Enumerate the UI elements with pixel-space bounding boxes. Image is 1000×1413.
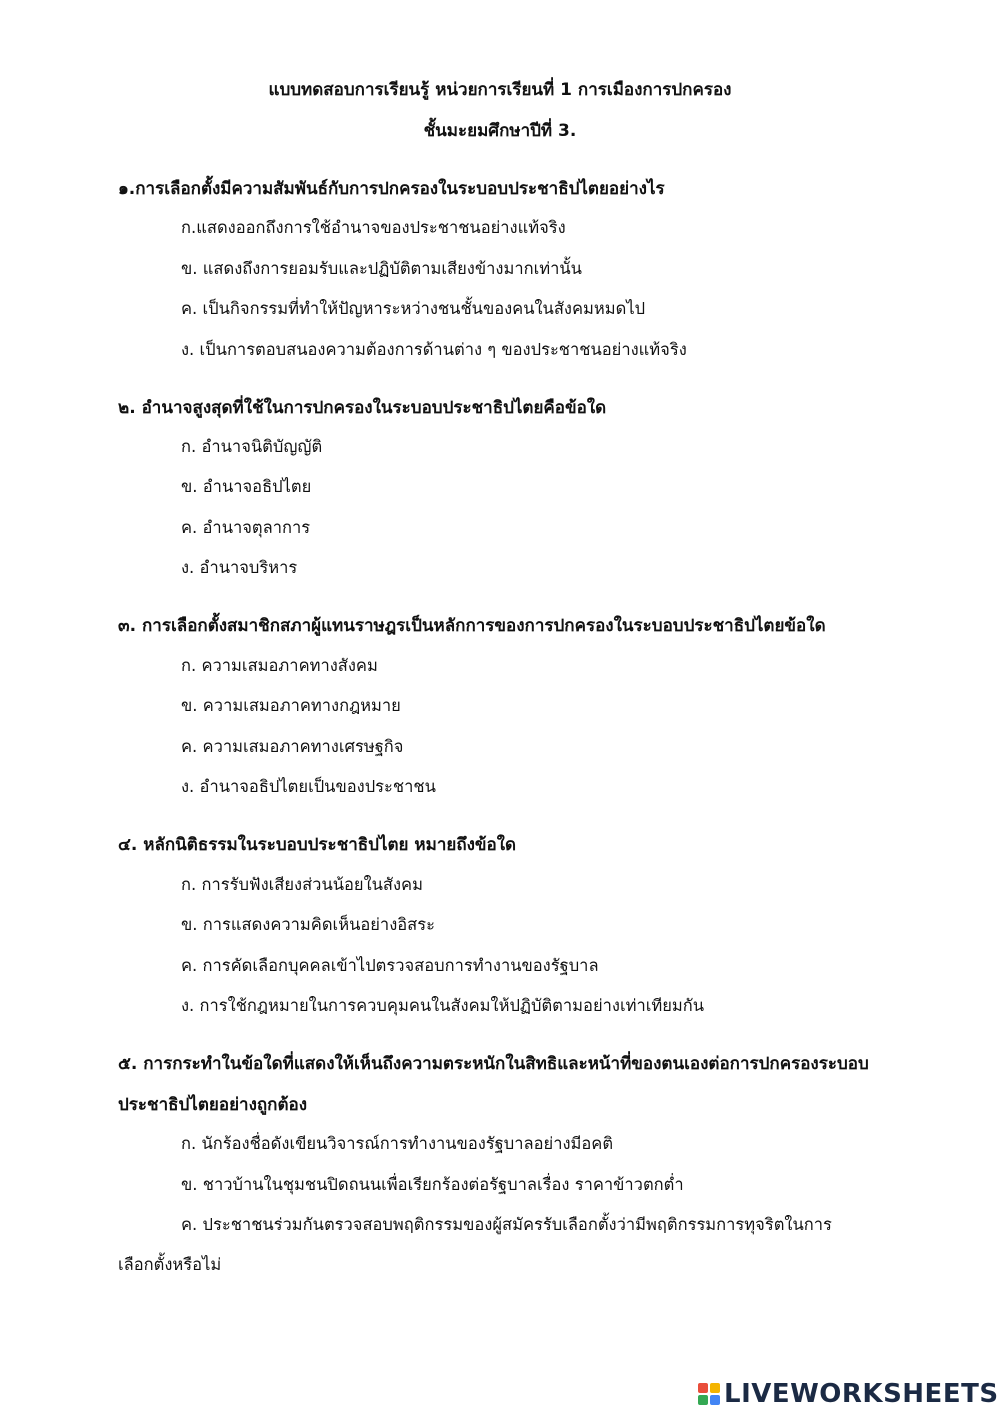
question-2-option-a[interactable]: ก. อำนาจนิติบัญญัติ: [181, 437, 323, 456]
liveworksheets-logo-text: LIVEWORKSHEETS: [724, 1379, 999, 1409]
question-1-option-b[interactable]: ข. แสดงถึงการยอมรับและปฏิบัติตามเสียงข้างมากเท่านั้น: [181, 259, 582, 278]
question-3-option-c[interactable]: ค. ความเสมอภาคทางเศรษฐกิจ: [181, 737, 404, 756]
question-5-option-c-continued: เลือกตั้งหรือไม่: [118, 1255, 222, 1274]
logo-square-blue: [710, 1395, 720, 1405]
question-1: ๑.การเลือกตั้งมีความสัมพันธ์กับการปกครองในระบอบประชาธิปไตยอย่างไร: [118, 179, 665, 199]
question-4: ๔. หลักนิติธรรมในระบอบประชาธิปไตย หมายถึงข้อใด: [118, 835, 517, 855]
question-3-option-a[interactable]: ก. ความเสมอภาคทางสังคม: [181, 656, 378, 675]
question-4-option-c[interactable]: ค. การคัดเลือกบุคคลเข้าไปตรวจสอบการทำงานของรัฐบาล: [181, 956, 599, 975]
question-2-option-b[interactable]: ข. อำนาจอธิปไตย: [181, 477, 312, 496]
question-5-line-1: ๕. การกระทำในข้อใดที่แสดงให้เห็นถึงความตระหนักในสิทธิและหน้าที่ของตนเองต่อการปกครองระบอบ: [118, 1054, 869, 1074]
question-3: ๓. การเลือกตั้งสมาชิกสภาผู้แทนราษฎรเป็นหลักการของการปกครองในระบอบประชาธิปไตยข้อใด: [118, 616, 826, 636]
page-subtitle: ชั้นมะยมศึกษาปีที่ 3.: [423, 121, 577, 141]
liveworksheets-logo: [698, 1380, 999, 1408]
question-5-option-a[interactable]: ก. นักร้องชื่อดังเขียนวิจารณ์การทำงานของรัฐบาลอย่างมีอคติ: [181, 1134, 614, 1153]
question-3-option-d[interactable]: ง. อำนาจอธิปไตยเป็นของประชาชน: [181, 777, 436, 796]
page-title: แบบทดสอบการเรียนรู้ หน่วยการเรียนที่ 1 การเมืองการปกครอง: [268, 80, 732, 100]
question-5-option-b[interactable]: ข. ชาวบ้านในชุมชนปิดถนนเพื่อเรียกร้องต่อรัฐบาลเรื่อง ราคาข้าวตกต่ำ: [181, 1175, 684, 1194]
question-4-option-d[interactable]: ง. การใช้กฎหมายในการควบคุมคนในสังคมให้ปฏิบัติตามอย่างเท่าเทียมกัน: [181, 996, 705, 1015]
logo-square-yellow: [710, 1383, 720, 1393]
question-3-option-b[interactable]: ข. ความเสมอภาคทางกฎหมาย: [181, 696, 401, 715]
liveworksheets-logo-icon: [698, 1383, 720, 1405]
question-5-line-2: ประชาธิปไตยอย่างถูกต้อง: [118, 1095, 308, 1115]
question-2: ๒. อำนาจสูงสุดที่ใช้ในการปกครองในระบอบประชาธิปไตยคือข้อใด: [118, 398, 607, 418]
question-5-option-c[interactable]: ค. ประชาชนร่วมกันตรวจสอบพฤติกรรมของผู้สมัครรับเลือกตั้งว่ามีพฤติกรรมการทุจริตในการ: [181, 1215, 832, 1234]
logo-square-green: [698, 1395, 708, 1405]
question-2-option-d[interactable]: ง. อำนาจบริหาร: [181, 558, 298, 577]
question-1-option-a[interactable]: ก.แสดงออกถึงการใช้อำนาจของประชาชนอย่างแท้จริง: [181, 218, 566, 237]
question-1-option-d[interactable]: ง. เป็นการตอบสนองความต้องการด้านต่าง ๆ ของประชาชนอย่างแท้จริง: [181, 340, 687, 359]
question-2-option-c[interactable]: ค. อำนาจตุลาการ: [181, 518, 311, 537]
logo-square-red: [698, 1383, 708, 1393]
question-4-option-a[interactable]: ก. การรับฟังเสียงส่วนน้อยในสังคม: [181, 875, 423, 894]
question-1-option-c[interactable]: ค. เป็นกิจกรรมที่ทำให้ปัญหาระหว่างชนชั้นของคนในสังคมหมดไป: [181, 299, 646, 318]
question-4-option-b[interactable]: ข. การแสดงความคิดเห็นอย่างอิสระ: [181, 915, 435, 934]
